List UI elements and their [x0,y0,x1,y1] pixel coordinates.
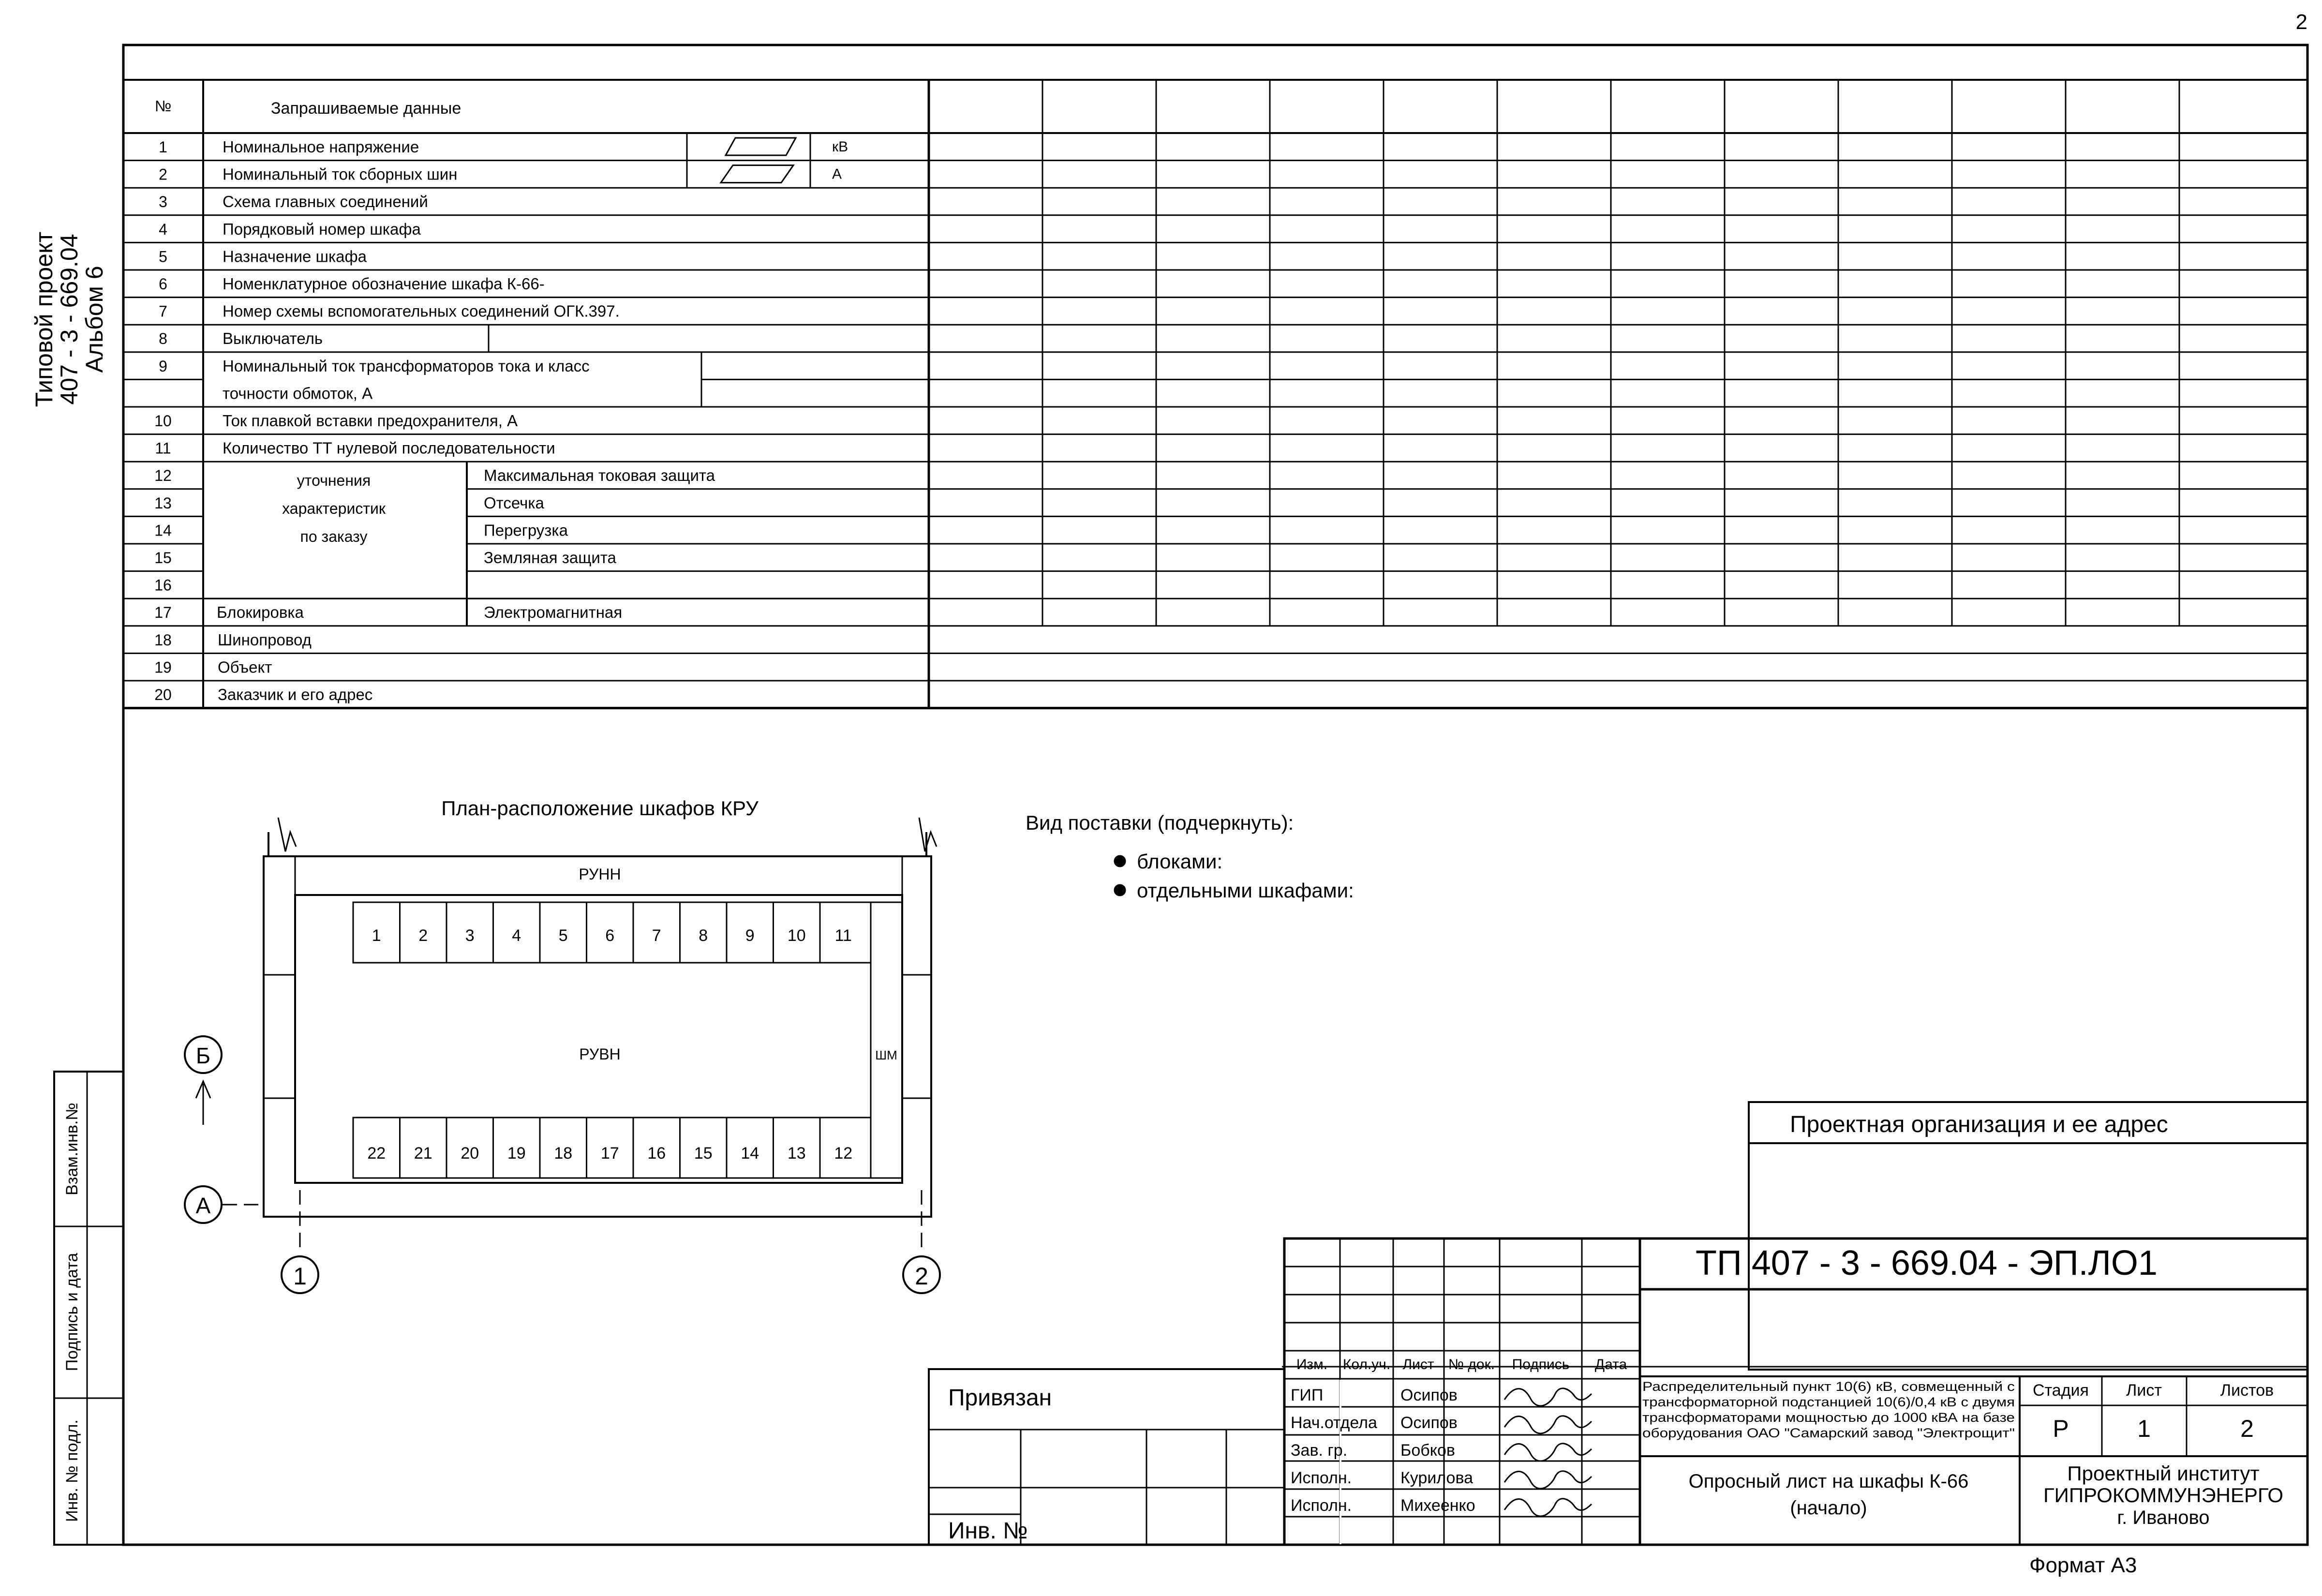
column-header: № док. [1448,1357,1495,1372]
row-number: 9 [159,357,167,375]
description-line: трансформаторной подстанцией 10(6)/0,4 кВ с двумя [1642,1395,2015,1409]
column-header: Подпись [1512,1357,1570,1372]
staff-role: ГИП [1291,1386,1324,1404]
row-label: Максимальная токовая защита [484,466,715,485]
cabinet-number: 20 [461,1144,479,1163]
description-line: трансформаторами мощностью до 1000 кВА на базе [1642,1410,2015,1425]
axis-arrow [196,1081,210,1125]
side-stamp-replace: Взам.инв.№ [63,1103,81,1195]
org-block [1749,1102,2307,1370]
row-label: Количество ТТ нулевой последовательности [223,439,555,457]
side-stamp-signature: Подпись и дата [63,1253,81,1372]
wall-inner [295,895,902,1183]
row-number: 5 [159,248,167,266]
cabinet-number: 13 [787,1144,806,1163]
signature-scribble [1504,1499,1592,1516]
header-requested-data: Запрашиваемые данные [271,99,461,118]
unit-a: А [832,166,842,182]
inventory-number-label: Инв. № [948,1518,1028,1544]
column-header: Дата [1594,1357,1627,1372]
unit-kv: кВ [832,139,848,155]
sheet-texts [30,10,2307,1577]
cabinet-number: 12 [834,1144,853,1163]
column-header: Кол.уч. [1342,1357,1391,1372]
cabinet-number: 21 [414,1144,432,1163]
signature-scribble [1504,1416,1592,1433]
row-label: Номинальный ток трансформаторов тока и класс [223,357,590,375]
group-label: по заказу [300,528,368,546]
shm-label: ШМ [875,1048,897,1062]
row-label: Заказчик и его адрес [218,686,373,703]
runn-label: РУНН [579,865,621,883]
row-number: 14 [154,522,172,539]
staff-name: Михеенко [1400,1496,1475,1515]
signature-scribble [1504,1471,1592,1489]
row-number: 15 [154,549,172,567]
institute-city: г. Иваново [2117,1507,2210,1528]
cabinet-number: 1 [372,926,381,945]
bullet-icon [1114,884,1126,896]
cabinet-number: 10 [787,926,806,945]
cabinet-number: 5 [558,926,568,945]
row-number: 20 [154,686,172,703]
plan-title: План-расположение шкафов КРУ [441,797,759,820]
side-title-line-3: Альбом 6 [81,266,108,373]
ruvn-label: РУВН [579,1045,621,1063]
cabinet-number: 17 [600,1144,619,1163]
column-header: Лист [1402,1357,1434,1372]
row-label: Электромагнитная [484,603,623,622]
row-number: 3 [159,193,167,211]
side-title-line-1: Типовой проект [30,231,58,407]
cabinet-number: 3 [465,926,475,945]
delivery-option: блоками: [1137,850,1223,873]
bullet-icon [1114,855,1126,867]
cabinet-number: 22 [367,1144,386,1163]
side-title-line-2: 407 - 3 - 669.04 [56,234,83,405]
row-number: 13 [154,494,172,512]
sheet-title: Опросный лист на шкафы К-66 [1688,1471,1969,1492]
row-number: 6 [159,275,167,293]
cabinet-number: 9 [745,926,755,945]
break-mark-left [278,818,296,851]
column-header: Изм. [1296,1357,1328,1372]
cabinet-number: 2 [418,926,428,945]
row-label: Шинопровод [218,630,312,649]
cabinet-number: 14 [741,1144,759,1163]
row-label: Номинальное напряжение [223,138,419,156]
cabinet-number: 6 [605,926,615,945]
row-number: 12 [154,467,172,485]
row-label: Порядковый номер шкафа [223,220,421,238]
stage-value: Р [2053,1415,2069,1442]
row-number: 4 [159,220,167,238]
sheets-value: 2 [2240,1415,2254,1442]
format-label: Формат А3 [2029,1553,2137,1577]
row-label: Земляная защита [484,549,616,567]
row-number: 19 [154,658,172,676]
row-number: 16 [154,576,172,594]
cabinet-number: 16 [647,1144,666,1163]
axis-1-label: 1 [293,1263,307,1290]
header-number: № [154,97,172,115]
sheet-subtitle: (начало) [1790,1497,1867,1519]
cabinet-number: 7 [652,926,661,945]
row-number: 18 [154,631,172,649]
description-line: оборудования ОАО "Самарский завод "Электрощит" [1642,1426,2015,1440]
row-label: Номенклатурное обозначение шкафа К-66- [223,275,545,293]
axis-2-label: 2 [915,1263,928,1290]
signature-scribble [1504,1444,1592,1461]
cell-merge-mask [1340,1380,1341,1544]
grid-lines [54,45,2307,1545]
sheet-label: Лист [2126,1381,2162,1400]
blocking-label: Блокировка [217,603,304,622]
row-number: 8 [159,330,167,348]
row-label: Номер схемы вспомогательных соединений ОГК.397. [223,302,620,320]
row-number: 7 [159,302,167,320]
staff-name: Курилова [1400,1469,1474,1487]
description-line: Распределительный пункт 10(6) кВ, совмещенный с [1642,1379,2015,1394]
wall-outer [264,856,931,1217]
a-value-box [721,165,793,183]
staff-name: Осипов [1400,1386,1458,1404]
row-label: точности обмоток, А [223,384,373,403]
org-header: Проектная организация и ее адрес [1790,1112,2168,1137]
staff-role: Зав. гр. [1291,1441,1348,1460]
staff-name: Бобков [1400,1441,1455,1460]
axis-a-label: А [195,1193,211,1218]
axis-b-label: Б [195,1043,211,1068]
cabinet-number: 19 [507,1144,526,1163]
row-label: Номинальный ток сборных шин [223,165,458,183]
cabinet-number: 4 [512,926,521,945]
institute-name: ГИПРОКОММУНЭНЕРГО [2043,1484,2284,1507]
staff-role: Нач.отдела [1291,1414,1377,1432]
group-label: уточнения [297,472,371,490]
row-label: Назначение шкафа [223,247,367,266]
delivery-option: отдельными шкафами: [1137,879,1354,902]
cabinet-number: 15 [694,1144,713,1163]
row-number: 11 [155,439,171,457]
staff-role: Исполн. [1291,1469,1352,1487]
row-number: 17 [154,604,172,622]
sheets-label: Листов [2220,1381,2274,1400]
document-code: ТП 407 - 3 - 669.04 - ЭП.ЛО1 [1696,1244,2158,1283]
row-number: 10 [154,412,172,430]
shm-cabinet [871,902,902,1178]
cabinet-number: 11 [834,926,852,945]
break-mark-right [919,818,937,851]
row-label: Перегрузка [484,521,568,539]
group-label: характеристик [282,500,386,518]
page-number: 2 [2295,10,2307,34]
side-stamp-inventory: Инв. № подл. [63,1419,81,1522]
row-label: Выключатель [223,329,323,348]
row-label: Ток плавкой вставки предохранителя, А [223,412,518,430]
cabinet-number: 8 [699,926,708,945]
staff-name: Осипов [1400,1414,1458,1432]
row-label: Объект [218,658,272,676]
row-label: Схема главных соединений [223,193,428,211]
row-number: 2 [159,165,167,183]
privyazan-label: Привязан [948,1385,1052,1411]
stage-label: Стадия [2033,1381,2089,1400]
signature-scribble [1504,1388,1592,1406]
cabinet-number: 18 [554,1144,573,1163]
staff-role: Исполн. [1291,1496,1352,1515]
institute-line: Проектный институт [2067,1462,2260,1485]
row-label: Отсечка [484,493,544,512]
kv-value-box [726,138,796,155]
sheet-value: 1 [2137,1415,2151,1442]
row-number: 1 [159,138,167,156]
delivery-title: Вид поставки (подчеркнуть): [1026,811,1294,834]
